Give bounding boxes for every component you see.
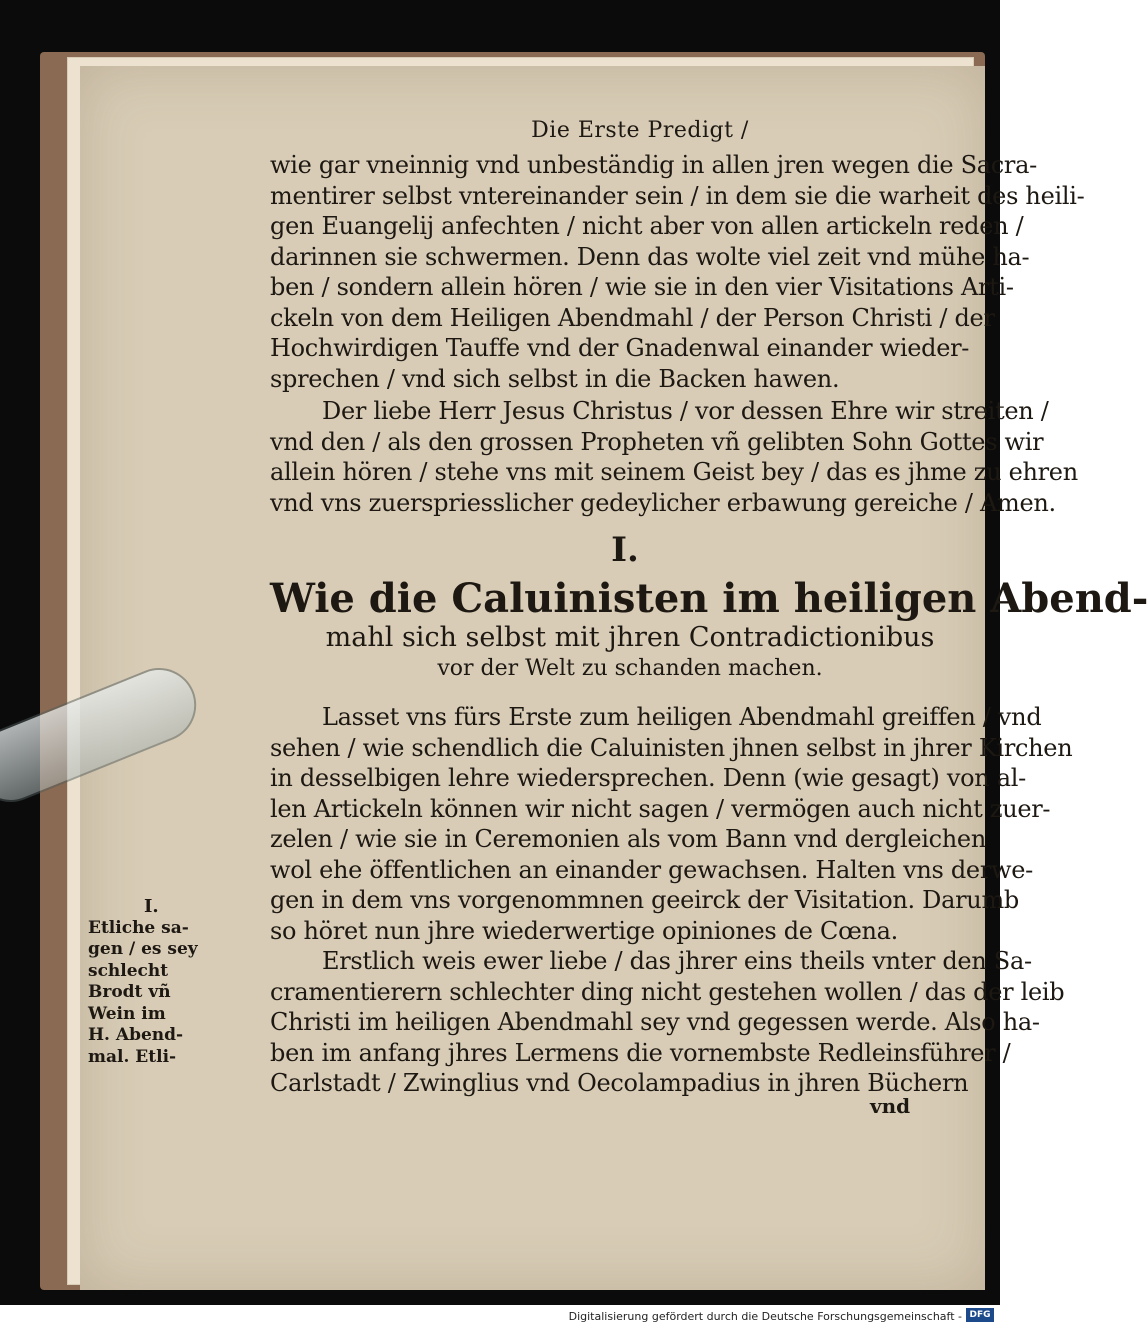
- section-numeral: I.: [611, 530, 639, 570]
- text-line: Erstlich weis ewer liebe / das jhrer eins theils vnter den Sa-: [322, 947, 1032, 975]
- marginal-line: Wein im: [88, 1003, 166, 1024]
- text-line: ckeln von dem Heiligen Abendmahl / der Person Christi / der: [270, 303, 995, 332]
- text-line: allein hören / stehe vns mit seinem Geist bey / das es jhme zu ehren: [270, 458, 1078, 486]
- text-line: zelen / wie sie in Ceremonien als vom Bann vnd dergleichen: [270, 825, 986, 853]
- text-line: Hochwirdigen Tauffe vnd der Gnadenwal einander wieder-: [270, 334, 970, 362]
- text-line: sehen / wie schendlich die Caluinisten jhnen selbst in jhrer Kirchen: [270, 733, 1073, 762]
- text-line: ben / sondern allein hören / wie sie in den vier Visitations Arti-: [270, 273, 1014, 301]
- book-page: [80, 66, 1148, 1290]
- text-line: gen in dem vns vorgenommnen geeirck der Visitation. Darumb: [270, 886, 1019, 914]
- text-line: ben im anfang jhres Lermens die vornembste Redleinsführer /: [270, 1038, 1011, 1067]
- text-line: gen Euangelij anfechten / nicht aber von allen artickeln reden /: [270, 212, 1024, 240]
- paragraph-2: [270, 396, 1078, 518]
- paragraph-1: [270, 150, 1085, 394]
- text-line: vnd vns zuerspriesslicher gedeylicher erbawung gereiche / Amen.: [270, 488, 1056, 517]
- text-line: cramentierern schlechter ding nicht gestehen wollen / das der leib: [270, 977, 1065, 1006]
- section-title-line-2: mahl sich selbst mit jhren Contradictionibus: [325, 622, 935, 653]
- section-title-line-3: vor der Welt zu schanden machen.: [437, 656, 823, 681]
- text-line: len Artickeln können wir nicht sagen / vermögen auch nicht zuer-: [270, 794, 1051, 823]
- paragraph-4: [270, 946, 1065, 1099]
- text-line: so höret nun jhre wiederwertige opiniones de Cœna.: [270, 916, 899, 945]
- running-title: Die Erste Predigt /: [531, 118, 749, 143]
- footer-credit: Digitalisierung gefördert durch die Deutsche Forschungsgemeinschaft -: [568, 1310, 962, 1323]
- section-title-line-1: Wie die Caluinisten im heiligen Abend-: [270, 575, 1148, 622]
- text-line: in desselbigen lehre wiedersprechen. Denn (wie gesagt) von al-: [270, 764, 1026, 792]
- marginal-line: Etliche sa-: [88, 917, 189, 938]
- marginal-line: schlecht: [88, 960, 169, 981]
- text-line: mentirer selbst vntereinander sein / in dem sie die warheit des heili-: [270, 181, 1085, 210]
- marginal-number: I.: [144, 896, 159, 917]
- marginal-line: mal. Etli-: [88, 1046, 177, 1067]
- dfg-logo: DFG: [966, 1308, 994, 1322]
- marginal-line: gen / es sey: [88, 939, 198, 959]
- text-line: wie gar vneinnig vnd unbeständig in allen jren wegen die Sacra-: [270, 151, 1037, 179]
- marginal-note: [88, 896, 200, 1068]
- text-line: vnd den / als den grossen Propheten vñ gelibten Sohn Gottes wir: [270, 427, 1044, 456]
- text-line: Carlstadt / Zwinglius vnd Oecolampadius in jhren Büchern: [270, 1069, 969, 1097]
- text-line: Christi im heiligen Abendmahl sey vnd gegessen werde. Also ha-: [270, 1008, 1040, 1036]
- paragraph-3: [270, 702, 1073, 946]
- text-line: wol ehe öffentlichen an einander gewachsen. Halten vns derwe-: [270, 855, 1033, 884]
- text-line: darinnen sie schwermen. Denn das wolte viel zeit vnd mühe ha-: [270, 242, 1030, 271]
- marginal-line: Brodt vñ: [88, 982, 171, 1002]
- text-line: Der liebe Herr Jesus Christus / vor dessen Ehre wir streiten /: [322, 397, 1049, 425]
- text-line: Lasset vns fürs Erste zum heiligen Abendmahl greiffen / vnd: [322, 703, 1042, 731]
- catchword: vnd: [870, 1094, 911, 1118]
- text-line: sprechen / vnd sich selbst in die Backen hawen.: [270, 364, 840, 393]
- marginal-line: H. Abend-: [88, 1025, 184, 1045]
